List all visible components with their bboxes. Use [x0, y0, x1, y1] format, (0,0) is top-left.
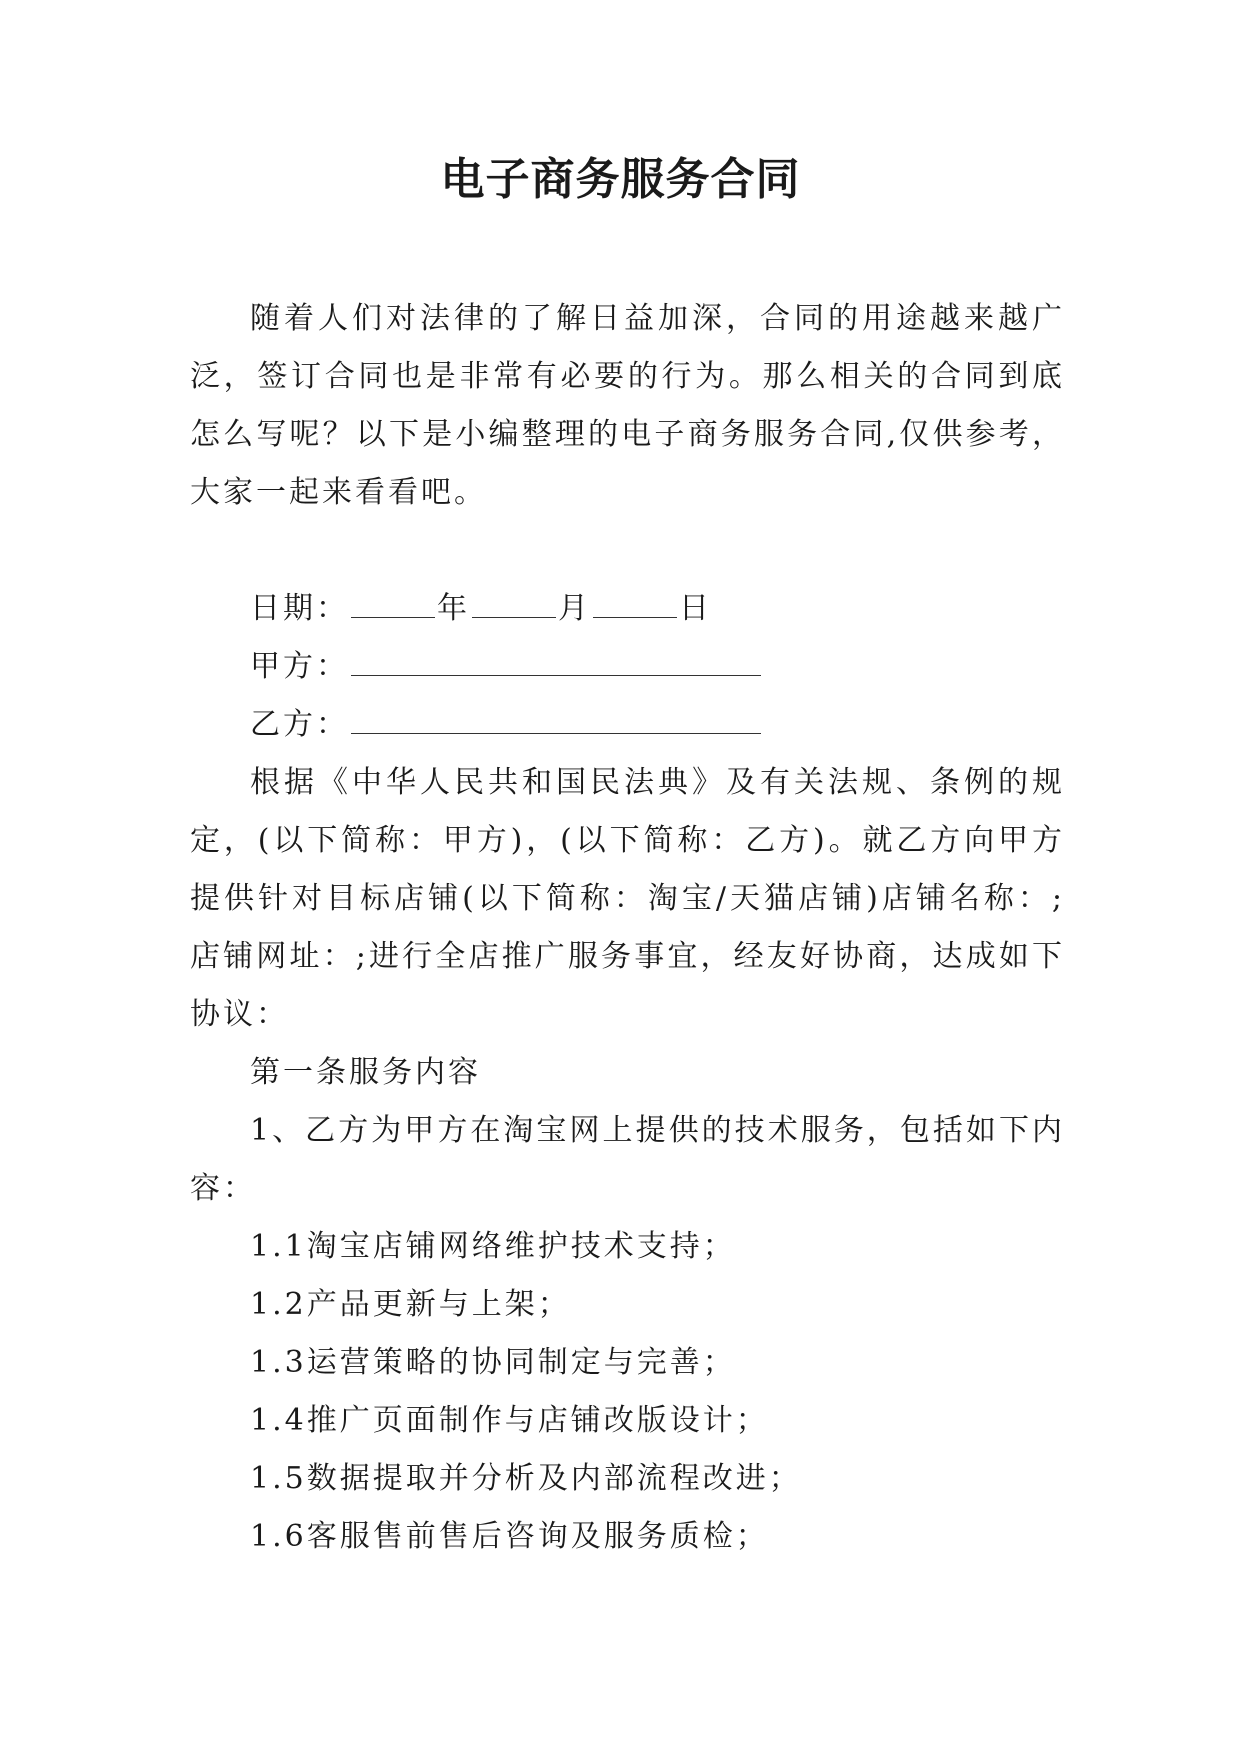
- party-a-blank: [351, 641, 761, 676]
- year-label: 年: [437, 591, 470, 626]
- list-item: 1.1淘宝店铺网络维护技术支持；: [250, 1229, 736, 1264]
- clause-1: 1、乙方为甲方在淘宝网上提供的技术服务，包括如下内容：: [190, 1113, 1065, 1206]
- party-a-line: [190, 638, 1065, 696]
- article-1-title: 第一条服务内容: [250, 1055, 481, 1090]
- month-label: 月: [558, 591, 591, 626]
- list-item: 1.4推广页面制作与店铺改版设计；: [250, 1403, 769, 1438]
- list-item: 1.5数据提取并分析及内部流程改进；: [250, 1461, 802, 1496]
- day-blank: [593, 583, 677, 618]
- date-line: [190, 580, 1065, 638]
- spacer: [190, 522, 1065, 580]
- party-b-label: 乙方：: [250, 707, 349, 742]
- basis-paragraph: 根据《中华人民共和国民法典》及有关法规、条例的规定，(以下简称：甲方)，(以下简称：乙方)。就乙方向甲方提供针对目标店铺(以下简称：淘宝/天猫店铺)店铺名称：;店铺网址：;进行全店推广服务事宜，经友好协商，达成如下协议：: [190, 765, 1065, 1032]
- list-item: 1.6客服售前售后咨询及服务质检；: [250, 1519, 769, 1554]
- day-label: 日: [679, 591, 712, 626]
- month-blank: [472, 583, 556, 618]
- intro-paragraph: 随着人们对法律的了解日益加深，合同的用途越来越广泛，签订合同也是非常有必要的行为。那么相关的合同到底怎么写呢？以下是小编整理的电子商务服务合同,仅供参考，大家一起来看看吧。: [190, 301, 1065, 510]
- party-b-blank: [351, 699, 761, 734]
- party-a-label: 甲方：: [250, 649, 349, 684]
- list-item: 1.3运营策略的协同制定与完善；: [250, 1345, 736, 1380]
- date-label: 日期：: [250, 591, 349, 626]
- document-body: [190, 290, 1065, 1566]
- party-b-line: [190, 696, 1065, 754]
- document-title: 电子商务服务合同: [440, 154, 801, 205]
- list-item: 1.2产品更新与上架；: [250, 1287, 571, 1322]
- year-blank: [351, 583, 435, 618]
